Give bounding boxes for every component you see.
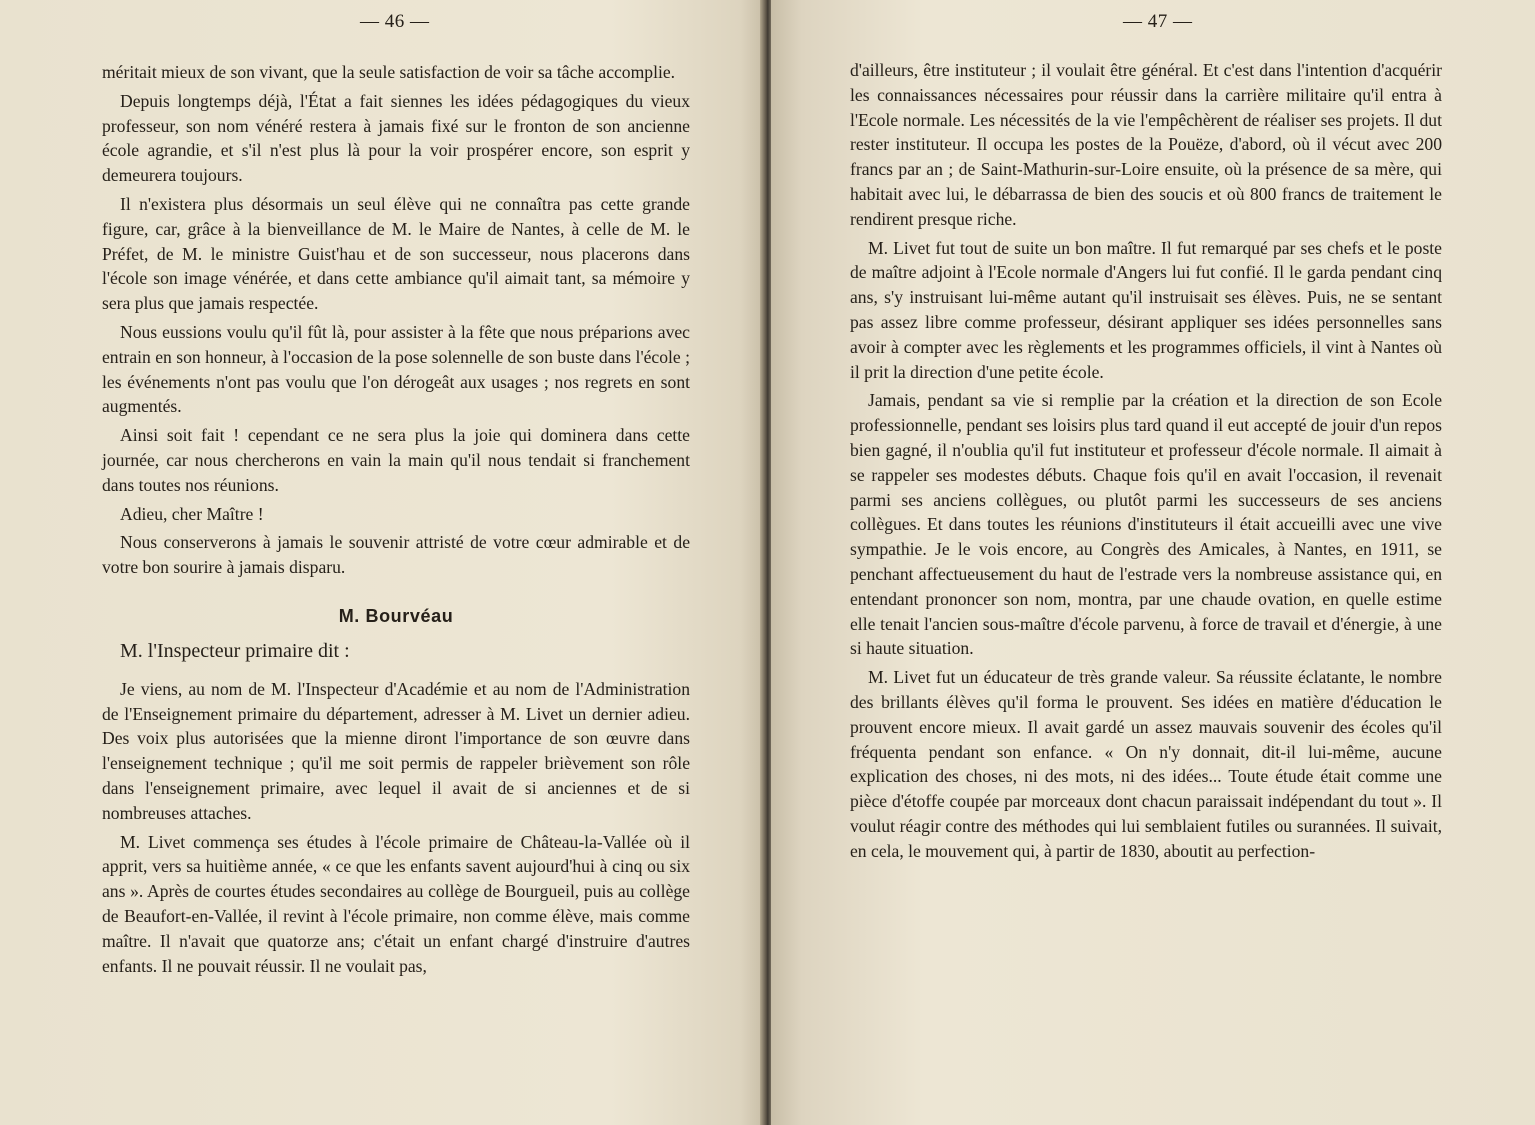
- section-heading: M. Bourvéau: [338, 605, 454, 626]
- page-number: — 46 —: [360, 11, 430, 32]
- paragraph: d'ailleurs, être instituteur ; il voulait être général. Et c'est dans l'intention d'acquérir les connaissances nécessaires pour réussir dans la carrière militaire qu'il entra à l'Ecole normale. Les nécessités de la vie l'empêchèrent de réaliser ses projets. Il dut rester instituteur. Il occupa les postes de la Pouëze, d'abord, où il vécut avec 200 francs par an ; de Saint-Mathurin-sur-Loire ensuite, où la présence de sa mère, qui habitait avec lui, le débarrassa de bien des soucis et où 800 francs de traitement le rendirent presque riche.: [850, 60, 1442, 229]
- page-body: [102, 60, 690, 978]
- paragraph: Ainsi soit fait ! cependant ce ne sera plus la joie qui dominera dans cette journée, car nous chercherons en vain la main qu'il nous tendait si franchement dans toutes nos réunions.: [102, 425, 690, 495]
- paragraph: Depuis longtemps déjà, l'État a fait siennes les idées pédagogiques du vieux professeur, son nom vénéré restera à jamais fixé sur le fronton de son ancienne école agrandie, et s'il n'est plus là pour la voir prospérer encore, son esprit y demeurera toujours.: [102, 90, 690, 186]
- page-body: [850, 58, 1442, 864]
- paragraph: M. Livet commença ses études à l'école primaire de Château-la-Vallée où il apprit, vers sa huitième année, « ce que les enfants savent aujourd'hui à cinq ou six ans ». Après de courtes études secondaires au collège de Bourgueil, puis au collège de Beaufort-en-Vallée, il revint à l'école primaire, non comme élève, mais comme maître. Il n'avait que quatorze ans; c'était un enfant chargé d'instruire d'autres enfants. Il ne pouvait réussir. Il ne voulait pas,: [102, 831, 690, 976]
- left-page: [0, 0, 763, 1125]
- paragraph: Il n'existera plus désormais un seul élève qui ne connaîtra pas cette grande figure, car, grâce à la bienveillance de M. le Maire de Nantes, à celle de M. le Préfet, de M. le ministre Guist'hau et de son successeur, nous placerons dans l'école son image vénérée, et dans cette ambiance qu'il aimait tant, sa mémoire y sera plus que jamais respectée.: [102, 193, 690, 314]
- paragraph: méritait mieux de son vivant, que la seule satisfaction de voir sa tâche accomplie.: [102, 62, 676, 82]
- paragraph: Adieu, cher Maître !: [120, 503, 264, 524]
- paragraph: Nous eussions voulu qu'il fût là, pour assister à la fête que nous préparions avec entrain en son honneur, à l'occasion de la pose solennelle de son buste dans l'école ; les événements n'ont pas voulu que l'on dérogeât aux usages ; nos regrets en sont augmentés.: [102, 321, 691, 417]
- section-subheading: M. l'Inspecteur primaire dit :: [120, 639, 350, 662]
- paragraph: Jamais, pendant sa vie si remplie par la création et la direction de son Ecole professionnelle, pendant ses loisirs plus tard quand il eut accepté de jouir d'un repos bien gagné, il n'oublia qu'il fut instituteur et professeur d'école normale. Il aimait à se rappeler ses modestes débuts. Chaque fois qu'il en avait l'occasion, il revenait parmi ses anciens collègues, ou plutôt parmi les successeurs de ses anciens collègues. Et dans toutes les réunions d'instituteurs il était accueilli avec une vive sympathie. Je le vois encore, au Congrès des Amicales, à Nantes, en 1911, se penchant affectueusement du haut de l'estrade vers la nombreuse assistance qui, en entendant prononcer son nom, montra, par une chaude ovation, en quelle estime elle tenait l'ancien sous-maître d'école parvenu, à force de travail et d'énergie, à une si haute situation.: [850, 390, 1442, 659]
- page-number: — 47 —: [1123, 11, 1193, 32]
- paragraph: Nous conserverons à jamais le souvenir attristé de votre cœur admirable et de votre bon sourire à jamais disparu.: [102, 532, 690, 578]
- paragraph: M. Livet fut tout de suite un bon maître. Il fut remarqué par ses chefs et le poste de maître adjoint à l'Ecole normale d'Angers lui fut confié. Il le garda pendant cinq ans, s'y instruisant lui-même autant qu'il instruisait ses élèves. Puis, ne se sentant pas assez libre comme professeur, désirant appliquer ses idées personnelles sans avoir à compter avec les règlements et les programmes officiels, il vint à Nantes où il prit la direction d'une petite école.: [850, 237, 1442, 382]
- paragraph: Je viens, au nom de M. l'Inspecteur d'Académie et au nom de l'Administration de l'Enseignement primaire du département, adresser à M. Livet un dernier adieu. Des voix plus autorisées que la mienne diront l'importance de son œuvre dans l'enseignement technique ; qu'il me soit permis de rappeler brièvement son rôle dans l'enseignement primaire, avec lequel il avait de si anciennes et de si nombreuses attaches.: [102, 678, 690, 823]
- right-page: [771, 0, 1535, 1125]
- paragraph: M. Livet fut un éducateur de très grande valeur. Sa réussite éclatante, le nombre des brillants élèves qu'il forma le prouvent. Ses idées en matière d'éducation le prouvent encore mieux. Il avait gardé un assez mauvais souvenir des écoles qu'il fréquenta pendant son enfance. « On n'y donnait, dit-il lui-même, aucune explication des choses, ni des mots, ni des idées... Toute étude était comme une pièce d'étoffe coupée par morceaux dont chacun paraissait indépendant du tout ». Il voulut réagir contre des méthodes qui lui semblaient futiles ou surannées. Il suivait, en cela, le mouvement qui, à partir de 1830, aboutit au perfection-: [850, 667, 1442, 861]
